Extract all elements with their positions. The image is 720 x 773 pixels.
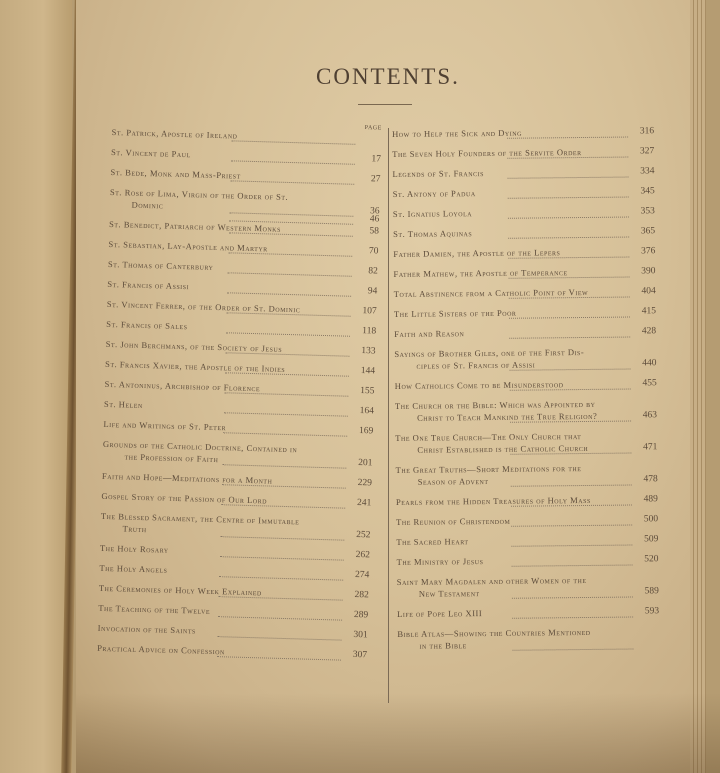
entry-title: The Ceremonies of Holy Week Explained: [98, 582, 262, 598]
dot-leader: [512, 519, 633, 527]
entry-page-number: 46: [369, 214, 380, 225]
entry-title: The Ministry of Jesus: [396, 556, 484, 567]
contents-entry: [99, 582, 369, 602]
contents-entry: [393, 265, 655, 280]
entry-page-number: 390: [641, 266, 656, 277]
page-column-label: PAGE: [364, 125, 382, 132]
entry-page-number: 144: [360, 366, 376, 377]
entry-title: The Blessed Sacrament, the Centre of Immutable: [100, 510, 300, 527]
entry-title: Pearls from the Hidden Treasures of Holy Mass: [395, 494, 591, 507]
contents-entry: [396, 513, 658, 528]
entry-page-number: 282: [354, 589, 369, 601]
entry-title: St. Antony of Padua: [392, 188, 476, 199]
entry-title-continued: the Profession of Faith: [124, 451, 219, 465]
page-title: CONTENTS.: [316, 64, 460, 89]
entry-title: St. Helen: [103, 398, 143, 410]
contents-entry: [104, 378, 374, 398]
entry-title: Legends of St. Francis: [392, 168, 484, 179]
contents-entry: [106, 318, 376, 338]
dot-leader: [512, 559, 633, 567]
entry-title: St. Patrick, Apostle of Ireland: [111, 126, 238, 141]
contents-entry: [104, 398, 374, 418]
contents-entry: [397, 605, 659, 620]
contents-entry: [97, 642, 367, 662]
dot-leader: [512, 539, 633, 547]
entry-page-number: 94: [367, 286, 378, 297]
contents-entry: [111, 146, 381, 166]
contents-entry: [102, 438, 373, 470]
entry-title: St. Antoninus, Archbishop of Florence: [104, 378, 261, 394]
entry-title-continued: Dominic: [131, 199, 164, 211]
entry-title-continued: New Testament: [418, 588, 480, 599]
entry-page-number: 58: [369, 226, 380, 237]
dot-leader: [510, 383, 631, 391]
entry-title: Father Damien, the Apostle of the Lepers: [393, 247, 561, 259]
entry-page-number: 262: [355, 549, 371, 561]
entry-title-continued: Season of Advent: [417, 476, 489, 487]
entry-title-continued: in the Bible: [419, 640, 467, 651]
entry-title: The Little Sisters of the Poor: [393, 307, 517, 319]
dot-leader: [509, 251, 630, 259]
contents-entry: [100, 510, 371, 542]
page-edges: [690, 0, 706, 773]
entry-title: St. Francis Xavier, the Apostle of the Indies: [104, 358, 286, 374]
contents-entry: [392, 145, 654, 160]
contents-entry: [107, 298, 377, 318]
contents-entry: [106, 338, 376, 358]
entry-page-number: 307: [352, 649, 368, 661]
entry-page-number: 415: [641, 306, 656, 317]
dot-leader: [511, 447, 632, 455]
entry-title: Faith and Hope—Meditations for a Month: [101, 470, 273, 486]
contents-entry: [99, 562, 369, 582]
contents-entry: [110, 166, 380, 186]
entry-title: The Seven Holy Founders of the Servite Order: [392, 147, 582, 159]
dot-leader: [508, 171, 629, 179]
entry-title-continued: Christ to Teach Mankind the True Religion?: [416, 410, 598, 423]
dot-leader: [508, 191, 629, 199]
contents-column-right: [392, 125, 660, 660]
entry-title: St. Vincent de Paul: [110, 146, 191, 160]
entry-page-number: 252: [356, 529, 371, 541]
dot-leader: [511, 415, 632, 423]
contents-entry: [102, 470, 372, 490]
contents-entry: [396, 533, 658, 548]
entry-title: St. Benedict, Patriarch of Western Monks: [108, 218, 282, 234]
contents-entry: [394, 325, 656, 340]
contents-entry: [105, 358, 375, 378]
contents-entry: [100, 542, 370, 562]
contents-entry: [108, 258, 378, 278]
dot-leader: [512, 591, 633, 599]
entry-page-number: 365: [640, 226, 656, 237]
entry-page-number: 478: [643, 474, 658, 485]
contents-entry: [392, 125, 654, 140]
contents-entry: [395, 377, 657, 392]
entry-title: St. Vincent Ferrer, of the Order of St. Dominic: [106, 298, 301, 315]
entry-page-number: 289: [353, 609, 369, 621]
contents-column-left: [97, 118, 382, 669]
entry-title: How Catholics Come to be Misunderstood: [394, 379, 564, 391]
entry-page-number: 82: [368, 266, 378, 277]
entry-page-number: 36: [369, 206, 380, 217]
contents-entry: [395, 429, 657, 456]
entry-page-number: 118: [362, 326, 377, 337]
entry-title: St. Ignatius Loyola: [392, 208, 473, 219]
contents-entry: [393, 225, 655, 240]
entry-title: The Holy Rosary: [99, 542, 169, 555]
entry-page-number: 345: [640, 186, 655, 197]
entry-title: The Great Truths—Short Meditations for the: [395, 463, 582, 475]
entry-title: The One True Church—The Only Church that: [395, 431, 582, 443]
contents-entry: [393, 245, 655, 260]
entry-title: Life and Writings of St. Peter: [103, 418, 227, 433]
entry-page-number: 520: [644, 554, 659, 565]
dot-leader: [508, 131, 629, 139]
contents-entry: [394, 285, 656, 300]
contents-entry: [392, 165, 654, 180]
entry-title: St. Francis of Sales: [106, 318, 188, 332]
dot-leader: [508, 151, 629, 159]
entry-title: The Holy Angels: [99, 562, 168, 575]
contents-entry: [393, 185, 655, 200]
entry-page-number: 155: [360, 386, 375, 397]
entry-page-number: 27: [370, 174, 381, 185]
entry-page-number: 301: [353, 629, 368, 641]
dot-leader: [509, 311, 630, 319]
contents-entry: [396, 461, 658, 488]
entry-page-number: 164: [359, 406, 375, 417]
dot-leader: [510, 363, 631, 371]
entry-title-continued: Christ Established is the Catholic Church: [417, 442, 589, 455]
entry-page-number: 404: [641, 286, 656, 297]
entry-page-number: 376: [641, 246, 656, 257]
entry-page-number: 353: [640, 206, 655, 217]
contents-entry: [395, 397, 657, 424]
entry-page-number: 509: [644, 534, 659, 545]
entry-page-number: 500: [643, 514, 659, 525]
dot-leader: [513, 643, 634, 651]
entry-page-number: 229: [357, 478, 373, 489]
dot-leader: [513, 611, 634, 619]
entry-title-continued: Truth: [122, 523, 147, 535]
entry-page-number: 455: [642, 378, 657, 389]
entry-page-number: 489: [643, 494, 658, 505]
dot-leader: [511, 499, 632, 507]
entry-title: Faith and Reason: [394, 328, 465, 339]
entry-title: Invocation of the Saints: [97, 622, 196, 636]
entry-page-number: 428: [641, 326, 657, 337]
entry-title: The Church or the Bible: Which was Appointed by: [394, 398, 596, 411]
entry-page-number: 107: [362, 306, 377, 317]
entry-title: St. Sebastian, Lay-Apostle and Martyr: [108, 238, 268, 254]
contents-entry: [108, 238, 378, 258]
facing-page: [0, 0, 72, 773]
entry-page-number: 589: [644, 586, 659, 597]
contents-entry: [396, 553, 658, 568]
entry-title: St. John Berchmans, of the Society of Jesus: [105, 338, 283, 354]
entry-title: The Reunion of Christendom: [396, 515, 511, 527]
contents-entry: [393, 205, 655, 220]
entry-page-number: 593: [644, 606, 660, 617]
entry-title: Grounds of the Catholic Doctrine, Contained in: [102, 438, 298, 455]
entry-title: St. Thomas Aquinas: [393, 228, 473, 239]
entry-page-number: 241: [356, 497, 372, 509]
contents-entry: [397, 573, 659, 600]
contents-entry: [396, 493, 658, 508]
contents-entry: [109, 186, 380, 218]
dot-leader: [509, 271, 630, 279]
entry-title: Saint Mary Magdalen and other Women of the: [396, 574, 587, 587]
entry-title: Life of Pope Leo XIII: [397, 608, 483, 619]
entry-title: St. Thomas of Canterbury: [107, 258, 214, 272]
contents-entry: [107, 278, 377, 298]
entry-title: How to Help the Sick and Dying: [392, 127, 522, 139]
entry-title: The Teaching of the Twelve: [98, 602, 211, 616]
entry-title: The Sacred Heart: [396, 536, 469, 547]
contents-entry: [98, 602, 368, 622]
entry-title: St. Rose of Lima, Virgin of the Order of St.: [109, 186, 289, 202]
entry-title: St. Bede, Monk and Mass-Priest: [110, 166, 241, 181]
contents-entry: [397, 625, 659, 652]
contents-entry: [98, 622, 368, 642]
entry-page-number: 471: [643, 442, 658, 453]
entry-title: Practical Advice on Confession: [97, 642, 225, 657]
contents-entry: [394, 345, 656, 372]
entry-page-number: 440: [642, 358, 657, 369]
dot-leader: [509, 291, 630, 299]
dot-leader: [510, 331, 631, 339]
entry-title: Bible Atlas—Showing the Countries Mentioned: [397, 626, 591, 639]
entry-page-number: 327: [639, 146, 655, 157]
entry-title: Father Mathew, the Apostle of Temperance: [393, 267, 568, 279]
entry-title: Gospel Story of the Passion of Our Lord: [101, 490, 268, 506]
entry-page-number: 201: [358, 458, 373, 469]
entry-page-number: 133: [361, 346, 376, 357]
column-divider: [388, 128, 389, 703]
entry-page-number: 316: [639, 126, 655, 137]
title-rule: [358, 104, 412, 105]
contents-entry: [103, 418, 373, 438]
entry-page-number: 17: [371, 154, 382, 165]
entry-page-number: 274: [354, 569, 370, 581]
dot-leader: [511, 479, 632, 487]
entry-title: Total Abstinence from a Catholic Point of View: [393, 286, 589, 299]
dot-leader: [508, 211, 629, 219]
contents-entry: [101, 490, 371, 510]
entry-page-number: 334: [640, 166, 655, 177]
entry-title-continued: ciples of St. Francis of Assisi: [416, 359, 536, 371]
entry-page-number: 70: [368, 246, 379, 257]
entry-page-number: 463: [642, 410, 658, 421]
entry-page-number: 169: [358, 426, 374, 437]
entry-title: Sayings of Brother Giles, one of the First Dis-: [394, 346, 585, 359]
dot-leader: [509, 231, 630, 239]
entry-title: St. Francis of Assisi: [107, 278, 190, 292]
page-shadow: [76, 693, 720, 773]
contents-entry: [394, 305, 656, 320]
